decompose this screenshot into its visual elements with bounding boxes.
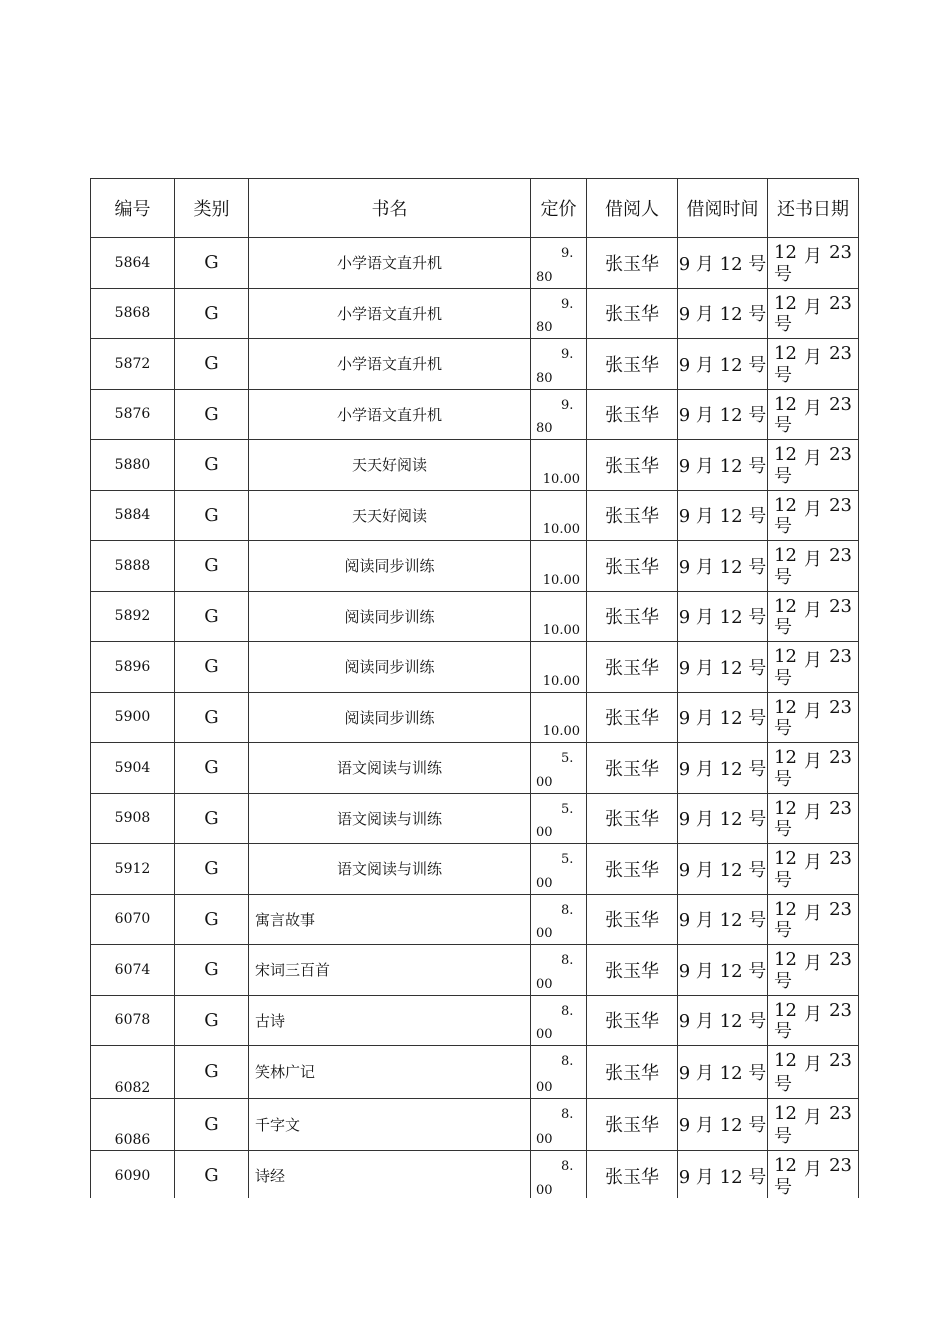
return-month-char: 月 bbox=[804, 599, 822, 621]
book-price bbox=[531, 440, 587, 491]
borrow-date: 9 月 12 号 bbox=[678, 490, 768, 541]
return-month-number: 12 bbox=[774, 696, 797, 718]
table-row bbox=[91, 238, 859, 289]
return-day-number: 23 bbox=[829, 646, 852, 667]
return-day-char: 号 bbox=[774, 1126, 792, 1147]
table-row bbox=[91, 389, 859, 440]
price-part-bottom: 00 bbox=[536, 926, 553, 941]
table-row bbox=[91, 1098, 859, 1151]
price-part-top: 5. bbox=[561, 852, 574, 867]
return-month-char: 月 bbox=[804, 751, 822, 772]
return-day-number: 23 bbox=[829, 595, 852, 617]
book-category: G bbox=[175, 339, 249, 390]
book-number: 5888 bbox=[91, 541, 175, 592]
borrow-date: 9 月 12 号 bbox=[678, 894, 768, 945]
book-title: 语文阅读与训练 bbox=[249, 793, 531, 844]
return-date bbox=[768, 945, 859, 996]
price-full: 10.00 bbox=[542, 673, 580, 689]
return-month-char: 月 bbox=[804, 700, 822, 722]
return-day-number: 23 bbox=[829, 747, 852, 768]
price-part-top: 8. bbox=[561, 953, 574, 968]
book-number: 6090 bbox=[91, 1151, 175, 1199]
return-date bbox=[768, 288, 859, 339]
return-day-char: 号 bbox=[774, 1021, 792, 1042]
return-month-number: 12 bbox=[774, 343, 797, 364]
borrow-date: 9 月 12 号 bbox=[678, 440, 768, 491]
book-price bbox=[531, 945, 587, 996]
return-day-char: 号 bbox=[774, 869, 792, 891]
book-number: 5904 bbox=[91, 743, 175, 794]
return-date bbox=[768, 541, 859, 592]
book-number: 5892 bbox=[91, 591, 175, 642]
book-category: G bbox=[175, 288, 249, 339]
return-day-number: 23 bbox=[829, 1050, 852, 1071]
return-day-char: 号 bbox=[774, 768, 792, 790]
header-price: 定价 bbox=[531, 179, 587, 238]
header-row bbox=[91, 179, 859, 238]
book-price bbox=[531, 894, 587, 945]
book-title: 天天好阅读 bbox=[249, 440, 531, 491]
borrow-date: 9 月 12 号 bbox=[678, 743, 768, 794]
book-price bbox=[531, 642, 587, 693]
book-title: 阅读同步训练 bbox=[249, 642, 531, 693]
return-date bbox=[768, 389, 859, 440]
book-category: G bbox=[175, 238, 249, 289]
book-category: G bbox=[175, 440, 249, 491]
price-part-top: 9. bbox=[561, 397, 574, 413]
price-part-bottom: 80 bbox=[536, 320, 553, 335]
return-day-char: 号 bbox=[774, 718, 792, 739]
book-title: 古诗 bbox=[249, 995, 531, 1046]
borrower-name: 张玉华 bbox=[587, 339, 678, 390]
price-part-top: 8. bbox=[561, 902, 574, 918]
return-day-number: 23 bbox=[829, 1102, 852, 1124]
book-title: 诗经 bbox=[249, 1151, 531, 1199]
header-no: 编号 bbox=[91, 179, 175, 238]
borrower-name: 张玉华 bbox=[587, 844, 678, 895]
header-borrower: 借阅人 bbox=[587, 179, 678, 238]
return-month-char: 月 bbox=[804, 549, 822, 570]
price-part-bottom: 00 bbox=[536, 976, 553, 992]
book-title: 寓言故事 bbox=[249, 894, 531, 945]
table-row bbox=[91, 1046, 859, 1099]
book-title: 阅读同步训练 bbox=[249, 541, 531, 592]
return-day-char: 号 bbox=[774, 415, 792, 436]
return-day-number: 23 bbox=[829, 292, 852, 314]
book-loan-table bbox=[90, 178, 859, 1198]
book-title: 语文阅读与训练 bbox=[249, 844, 531, 895]
return-date bbox=[768, 743, 859, 794]
return-month-char: 月 bbox=[804, 1106, 822, 1128]
book-price bbox=[531, 490, 587, 541]
price-part-top: 5. bbox=[561, 751, 574, 766]
return-day-number: 23 bbox=[829, 949, 852, 970]
borrower-name: 张玉华 bbox=[587, 894, 678, 945]
return-day-number: 23 bbox=[829, 898, 852, 920]
return-day-number: 23 bbox=[829, 797, 852, 819]
return-month-number: 12 bbox=[774, 242, 797, 263]
return-date bbox=[768, 591, 859, 642]
table-row bbox=[91, 591, 859, 642]
book-price bbox=[531, 591, 587, 642]
return-day-number: 23 bbox=[829, 696, 852, 718]
return-month-number: 12 bbox=[774, 393, 797, 415]
book-number: 5900 bbox=[91, 692, 175, 743]
book-title: 小学语文直升机 bbox=[249, 389, 531, 440]
book-price bbox=[531, 238, 587, 289]
book-title: 阅读同步训练 bbox=[249, 591, 531, 642]
borrow-date: 9 月 12 号 bbox=[678, 642, 768, 693]
return-month-number: 12 bbox=[774, 747, 797, 768]
book-category: G bbox=[175, 793, 249, 844]
price-part-top: 9. bbox=[561, 246, 574, 261]
return-day-char: 号 bbox=[774, 617, 792, 638]
return-month-number: 12 bbox=[774, 999, 797, 1021]
return-day-char: 号 bbox=[774, 920, 792, 941]
book-category: G bbox=[175, 1151, 249, 1199]
return-month-char: 月 bbox=[804, 1159, 822, 1180]
return-month-char: 月 bbox=[804, 902, 822, 924]
book-number: 5876 bbox=[91, 389, 175, 440]
return-month-number: 12 bbox=[774, 292, 797, 314]
borrow-date: 9 月 12 号 bbox=[678, 389, 768, 440]
book-title: 笑林广记 bbox=[249, 1046, 531, 1099]
price-full: 10.00 bbox=[542, 623, 580, 638]
return-date bbox=[768, 894, 859, 945]
borrow-date: 9 月 12 号 bbox=[678, 339, 768, 390]
price-part-bottom: 00 bbox=[536, 825, 553, 840]
price-part-top: 8. bbox=[561, 1003, 574, 1019]
price-full: 10.00 bbox=[542, 522, 580, 537]
table-row bbox=[91, 541, 859, 592]
return-day-char: 号 bbox=[774, 819, 792, 840]
table-row bbox=[91, 440, 859, 491]
borrower-name: 张玉华 bbox=[587, 238, 678, 289]
book-price bbox=[531, 1046, 587, 1099]
header-borrow-date: 借阅时间 bbox=[678, 179, 768, 238]
table-row bbox=[91, 288, 859, 339]
book-category: G bbox=[175, 591, 249, 642]
book-title: 小学语文直升机 bbox=[249, 238, 531, 289]
borrower-name: 张玉华 bbox=[587, 945, 678, 996]
price-full: 10.00 bbox=[542, 724, 580, 739]
table-row bbox=[91, 743, 859, 794]
price-part-bottom: 00 bbox=[536, 1027, 553, 1042]
borrow-date: 9 月 12 号 bbox=[678, 1151, 768, 1199]
book-number: 6078 bbox=[91, 995, 175, 1046]
price-part-bottom: 00 bbox=[536, 1182, 553, 1198]
price-part-top: 9. bbox=[561, 296, 574, 312]
price-full: 10.00 bbox=[542, 572, 580, 588]
table-row bbox=[91, 642, 859, 693]
book-price bbox=[531, 844, 587, 895]
book-price bbox=[531, 389, 587, 440]
return-date bbox=[768, 793, 859, 844]
borrower-name: 张玉华 bbox=[587, 642, 678, 693]
borrow-date: 9 月 12 号 bbox=[678, 288, 768, 339]
price-full: 10.00 bbox=[542, 471, 580, 487]
borrower-name: 张玉华 bbox=[587, 1046, 678, 1099]
price-part-bottom: 80 bbox=[536, 370, 553, 386]
book-category: G bbox=[175, 642, 249, 693]
book-title: 千字文 bbox=[249, 1098, 531, 1151]
return-day-number: 23 bbox=[829, 1155, 852, 1176]
table-row bbox=[91, 995, 859, 1046]
return-date bbox=[768, 1151, 859, 1199]
book-number: 6082 bbox=[91, 1046, 175, 1099]
return-day-char: 号 bbox=[774, 1176, 792, 1198]
book-category: G bbox=[175, 541, 249, 592]
return-day-number: 23 bbox=[829, 444, 852, 465]
return-day-char: 号 bbox=[774, 465, 792, 487]
book-title: 小学语文直升机 bbox=[249, 339, 531, 390]
price-part-top: 9. bbox=[561, 347, 574, 362]
return-month-char: 月 bbox=[804, 246, 822, 267]
book-number: 5868 bbox=[91, 288, 175, 339]
return-month-char: 月 bbox=[804, 296, 822, 318]
borrower-name: 张玉华 bbox=[587, 743, 678, 794]
table-row bbox=[91, 490, 859, 541]
return-month-char: 月 bbox=[804, 801, 822, 823]
return-month-number: 12 bbox=[774, 1102, 797, 1124]
borrower-name: 张玉华 bbox=[587, 995, 678, 1046]
table-row bbox=[91, 793, 859, 844]
return-month-number: 12 bbox=[774, 646, 797, 667]
book-price bbox=[531, 1151, 587, 1199]
borrow-date: 9 月 12 号 bbox=[678, 945, 768, 996]
borrow-date: 9 月 12 号 bbox=[678, 793, 768, 844]
book-title: 语文阅读与训练 bbox=[249, 743, 531, 794]
book-number: 6074 bbox=[91, 945, 175, 996]
borrower-name: 张玉华 bbox=[587, 389, 678, 440]
return-day-char: 号 bbox=[774, 516, 792, 537]
return-month-char: 月 bbox=[804, 650, 822, 671]
borrow-date: 9 月 12 号 bbox=[678, 1046, 768, 1099]
return-month-number: 12 bbox=[774, 797, 797, 819]
price-part-bottom: 80 bbox=[536, 421, 553, 436]
return-day-char: 号 bbox=[774, 364, 792, 386]
return-day-char: 号 bbox=[774, 667, 792, 689]
return-day-number: 23 bbox=[829, 343, 852, 364]
return-month-number: 12 bbox=[774, 1155, 797, 1176]
return-month-char: 月 bbox=[804, 1054, 822, 1075]
price-part-top: 5. bbox=[561, 801, 574, 817]
return-date bbox=[768, 642, 859, 693]
price-part-bottom: 00 bbox=[536, 1132, 553, 1147]
return-month-char: 月 bbox=[804, 498, 822, 520]
return-day-char: 号 bbox=[774, 314, 792, 335]
book-price bbox=[531, 1098, 587, 1151]
book-number: 6070 bbox=[91, 894, 175, 945]
book-number: 5884 bbox=[91, 490, 175, 541]
book-number: 5896 bbox=[91, 642, 175, 693]
table-row bbox=[91, 1151, 859, 1199]
price-part-bottom: 00 bbox=[536, 1079, 553, 1095]
return-month-number: 12 bbox=[774, 545, 797, 566]
book-category: G bbox=[175, 1098, 249, 1151]
price-part-bottom: 00 bbox=[536, 774, 553, 790]
borrower-name: 张玉华 bbox=[587, 1098, 678, 1151]
return-month-char: 月 bbox=[804, 448, 822, 469]
return-month-number: 12 bbox=[774, 444, 797, 465]
price-part-top: 8. bbox=[561, 1054, 574, 1069]
return-day-char: 号 bbox=[774, 263, 792, 285]
borrower-name: 张玉华 bbox=[587, 692, 678, 743]
book-number: 5908 bbox=[91, 793, 175, 844]
table-row bbox=[91, 844, 859, 895]
price-part-top: 8. bbox=[561, 1106, 574, 1122]
book-loan-table-container bbox=[90, 178, 859, 1198]
book-title: 宋词三百首 bbox=[249, 945, 531, 996]
book-number: 5872 bbox=[91, 339, 175, 390]
book-category: G bbox=[175, 894, 249, 945]
book-category: G bbox=[175, 743, 249, 794]
borrower-name: 张玉华 bbox=[587, 440, 678, 491]
borrow-date: 9 月 12 号 bbox=[678, 995, 768, 1046]
return-day-number: 23 bbox=[829, 848, 852, 869]
return-date bbox=[768, 1098, 859, 1151]
return-month-char: 月 bbox=[804, 347, 822, 368]
book-price bbox=[531, 541, 587, 592]
return-date bbox=[768, 995, 859, 1046]
return-date bbox=[768, 692, 859, 743]
table-row bbox=[91, 339, 859, 390]
book-price bbox=[531, 692, 587, 743]
borrow-date: 9 月 12 号 bbox=[678, 591, 768, 642]
book-category: G bbox=[175, 995, 249, 1046]
book-number: 5912 bbox=[91, 844, 175, 895]
borrow-date: 9 月 12 号 bbox=[678, 541, 768, 592]
return-day-number: 23 bbox=[829, 999, 852, 1021]
header-category: 类别 bbox=[175, 179, 249, 238]
borrower-name: 张玉华 bbox=[587, 490, 678, 541]
return-day-number: 23 bbox=[829, 545, 852, 566]
book-category: G bbox=[175, 692, 249, 743]
book-category: G bbox=[175, 844, 249, 895]
book-number: 5864 bbox=[91, 238, 175, 289]
return-date bbox=[768, 339, 859, 390]
borrower-name: 张玉华 bbox=[587, 541, 678, 592]
price-part-bottom: 00 bbox=[536, 875, 553, 891]
book-category: G bbox=[175, 945, 249, 996]
borrower-name: 张玉华 bbox=[587, 793, 678, 844]
borrow-date: 9 月 12 号 bbox=[678, 238, 768, 289]
return-date bbox=[768, 1046, 859, 1099]
return-month-char: 月 bbox=[804, 852, 822, 873]
book-title: 阅读同步训练 bbox=[249, 692, 531, 743]
borrower-name: 张玉华 bbox=[587, 1151, 678, 1199]
borrower-name: 张玉华 bbox=[587, 288, 678, 339]
book-number: 5880 bbox=[91, 440, 175, 491]
book-category: G bbox=[175, 389, 249, 440]
return-month-number: 12 bbox=[774, 848, 797, 869]
book-price bbox=[531, 793, 587, 844]
return-month-number: 12 bbox=[774, 595, 797, 617]
return-day-char: 号 bbox=[774, 566, 792, 588]
return-month-char: 月 bbox=[804, 953, 822, 974]
return-day-number: 23 bbox=[829, 494, 852, 516]
book-category: G bbox=[175, 490, 249, 541]
borrow-date: 9 月 12 号 bbox=[678, 844, 768, 895]
borrow-date: 9 月 12 号 bbox=[678, 692, 768, 743]
table-row bbox=[91, 945, 859, 996]
borrow-date: 9 月 12 号 bbox=[678, 1098, 768, 1151]
return-month-number: 12 bbox=[774, 1050, 797, 1071]
book-number: 6086 bbox=[91, 1098, 175, 1151]
book-price bbox=[531, 339, 587, 390]
header-return-date: 还书日期 bbox=[768, 179, 859, 238]
table-row bbox=[91, 692, 859, 743]
book-title: 小学语文直升机 bbox=[249, 288, 531, 339]
book-category: G bbox=[175, 1046, 249, 1099]
book-title: 天天好阅读 bbox=[249, 490, 531, 541]
borrower-name: 张玉华 bbox=[587, 591, 678, 642]
book-price bbox=[531, 995, 587, 1046]
return-date bbox=[768, 238, 859, 289]
return-day-char: 号 bbox=[774, 1073, 792, 1095]
return-month-char: 月 bbox=[804, 397, 822, 419]
return-month-number: 12 bbox=[774, 898, 797, 920]
return-month-number: 12 bbox=[774, 494, 797, 516]
return-day-char: 号 bbox=[774, 970, 792, 992]
return-month-char: 月 bbox=[804, 1003, 822, 1025]
price-part-top: 8. bbox=[561, 1159, 574, 1174]
return-day-number: 23 bbox=[829, 393, 852, 415]
header-title: 书名 bbox=[249, 179, 531, 238]
price-part-bottom: 80 bbox=[536, 269, 553, 285]
table-row bbox=[91, 894, 859, 945]
book-price bbox=[531, 288, 587, 339]
return-date bbox=[768, 844, 859, 895]
return-date bbox=[768, 440, 859, 491]
return-date bbox=[768, 490, 859, 541]
return-month-number: 12 bbox=[774, 949, 797, 970]
return-day-number: 23 bbox=[829, 242, 852, 263]
book-price bbox=[531, 743, 587, 794]
